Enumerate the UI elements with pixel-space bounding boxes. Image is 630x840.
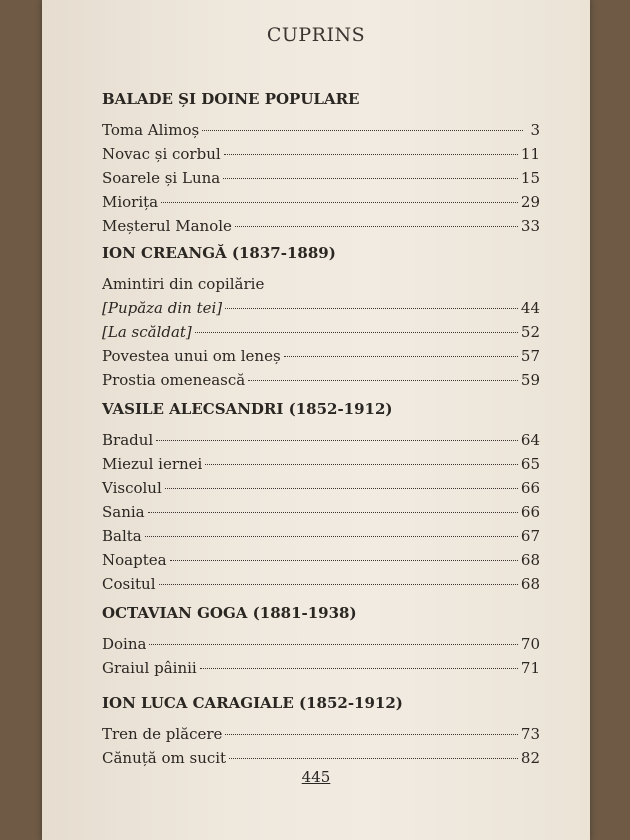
book-page [42,0,590,840]
entry-page: 73 [520,725,540,743]
toc-entry [102,500,540,524]
dot-leader [200,668,518,669]
entry-page: 52 [520,323,540,341]
section-title: ION CREANGĂ (1837-1889) [102,244,336,262]
dot-leader [224,154,518,155]
toc-entry [102,214,540,238]
dot-leader [148,512,518,513]
section-title: ION LUCA CARAGIALE (1852-1912) [102,694,403,712]
entry-title: Soarele și Luna [102,169,221,187]
section-caragiale [102,692,540,770]
toc-entry [102,476,540,500]
toc-entry [102,524,540,548]
toc-entry [102,572,540,596]
entry-page: 64 [520,431,540,449]
entry-page: 33 [520,217,540,235]
entry-title: Noaptea [102,551,167,569]
dot-leader [202,130,523,131]
entry-page: 70 [520,635,540,653]
section-title: BALADE ȘI DOINE POPULARE [102,90,360,108]
toc-entry [102,722,540,746]
entry-page: 29 [520,193,540,211]
dot-leader [225,734,518,735]
entry-title: Cănuță om sucit [102,749,227,767]
entry-page: 15 [520,169,540,187]
toc-entry [102,320,540,344]
dot-leader [170,560,518,561]
section-title: VASILE ALECSANDRI (1852-1912) [102,400,393,418]
entry-title: [Pupăza din tei] [102,299,223,317]
page-number: 445 [301,768,331,786]
entry-page: 3 [530,121,540,139]
entry-title: Prostia omenească [102,371,246,389]
toc-entry [102,632,540,656]
entry-page: 68 [520,551,540,569]
entry-page: 68 [520,575,540,593]
entry-page: 71 [520,659,540,677]
entry-title: Novac și corbul [102,145,221,163]
entry-title: Miezul iernei [102,455,203,473]
section-goga [102,602,540,680]
toc-entry [102,344,540,368]
toc-entry [102,452,540,476]
dot-leader [229,758,518,759]
toc-entry [102,548,540,572]
dot-leader [145,536,518,537]
dot-leader [149,644,517,645]
page-title: CUPRINS [266,24,366,46]
entry-title: [La scăldat] [102,323,192,341]
entry-title: Miorița [102,193,159,211]
dot-leader [205,464,518,465]
section-creanga [102,242,540,392]
section-subtitle: Amintiri din copilărie [102,275,265,293]
section-alecsandri [102,398,540,596]
entry-title: Bradul [102,431,154,449]
entry-page: 65 [520,455,540,473]
entry-title: Toma Alimoș [102,121,200,139]
toc-entry [102,190,540,214]
entry-page: 82 [520,749,540,767]
toc-entry [102,166,540,190]
toc-entry [102,142,540,166]
entry-title: Sania [102,503,145,521]
entry-title: Graiul pâinii [102,659,197,677]
entry-title: Doina [102,635,147,653]
toc-entry [102,368,540,392]
entry-page: 67 [520,527,540,545]
dot-leader [284,356,518,357]
dot-leader [161,202,518,203]
section-balade [102,88,540,238]
entry-page: 66 [520,503,540,521]
entry-title: Cositul [102,575,156,593]
entry-page: 57 [520,347,540,365]
entry-page: 44 [520,299,540,317]
entry-title: Viscolul [102,479,162,497]
dot-leader [156,440,518,441]
entry-title: Meșterul Manole [102,217,232,235]
dot-leader [195,332,518,333]
entry-title: Balta [102,527,142,545]
toc-entry [102,428,540,452]
dot-leader [235,226,518,227]
dot-leader [248,380,518,381]
entry-page: 66 [520,479,540,497]
toc-entry [102,656,540,680]
dot-leader [223,178,518,179]
dot-leader [159,584,518,585]
toc-entry [102,118,540,142]
toc-entry [102,296,540,320]
section-title: OCTAVIAN GOGA (1881-1938) [102,604,357,622]
entry-title: Povestea unui om leneș [102,347,281,365]
entry-title: Tren de plăcere [102,725,223,743]
entry-page: 11 [520,145,540,163]
dot-leader [225,308,518,309]
dot-leader [165,488,518,489]
entry-page: 59 [520,371,540,389]
toc-entry [102,746,540,770]
